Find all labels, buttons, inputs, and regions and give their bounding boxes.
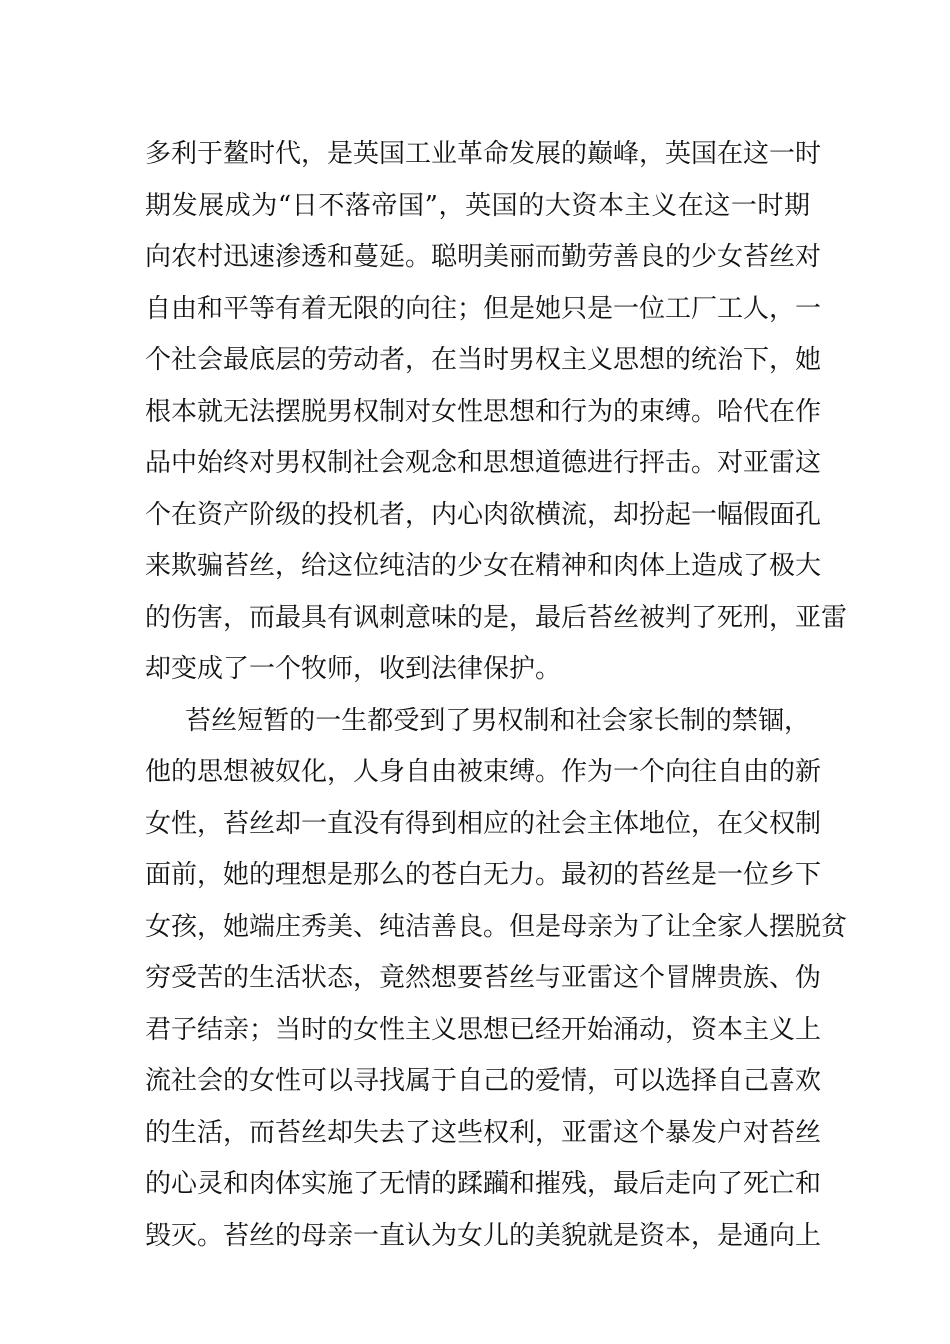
text-line: 自由和平等有着无限的向往；但是她只是一位工厂工人，一 xyxy=(145,293,822,324)
text-line: 多利于鳌时代，是英国工业革命发展的巅峰，英国在这一时 xyxy=(145,139,822,169)
text-line: 向农村迅速渗透和蔓延。聪明美丽而勤劳善良的少女苔丝对 xyxy=(145,242,822,272)
text-line: 他的思想被奴化，人身自由被束缚。作为一个向往自由的新 xyxy=(145,757,822,787)
paragraph-2 xyxy=(145,696,848,1263)
text-line: 流社会的女性可以寻找属于自己的爱情，可以选择自己喜欢 xyxy=(145,1066,822,1096)
paragraph-1 xyxy=(145,129,848,696)
text-line: 来欺骗苔丝，给这位纯洁的少女在精神和肉体上造成了极大 xyxy=(145,551,822,581)
text-line: 品中始终对男权制社会观念和思想道德进行抨击。对亚雷这 xyxy=(145,448,822,478)
text-line: 却变成了一个牧师，收到法律保护。 xyxy=(145,654,562,684)
text-line: 女孩，她端庄秀美、纯洁善良。但是母亲为了让全家人摆脱贫 xyxy=(145,911,848,942)
text-line: 的生活，而苔丝却失去了这些权利，亚雷这个暴发户对苔丝 xyxy=(145,1117,822,1148)
text-line: 毁灭。苔丝的母亲一直认为女儿的美貌就是资本，是通向上 xyxy=(145,1220,822,1251)
body-text xyxy=(145,129,848,1262)
text-line: 君子结亲；当时的女性主义思想已经开始涌动，资本主义上 xyxy=(145,1014,822,1045)
text-line: 苔丝短暂的一生都受到了男权制和社会家长制的禁锢， xyxy=(185,705,810,736)
text-line: 的心灵和肉体实施了无情的蹂躏和摧残，最后走向了死亡和 xyxy=(145,1169,822,1199)
text-line: 穷受苦的生活状态，竟然想要苔丝与亚雷这个冒牌贵族、伪 xyxy=(145,963,822,993)
text-line: 期发展成为“日不落帝国”，英国的大资本主义在这一时期 xyxy=(145,190,810,221)
text-line: 个社会最底层的劳动者，在当时男权主义思想的统治下，她 xyxy=(145,345,822,375)
text-line: 女性，苔丝却一直没有得到相应的社会主体地位，在父权制 xyxy=(145,808,822,839)
text-line: 个在资产阶级的投机者，内心肉欲横流，却扮起一幅假面孔 xyxy=(145,499,822,530)
text-line: 面前，她的理想是那么的苍白无力。最初的苔丝是一位乡下 xyxy=(145,860,822,890)
text-line: 根本就无法摆脱男权制对女性思想和行为的束缚。哈代在作 xyxy=(145,396,822,427)
text-line: 的伤害，而最具有讽刺意味的是，最后苔丝被判了死刑，亚雷 xyxy=(145,602,848,633)
